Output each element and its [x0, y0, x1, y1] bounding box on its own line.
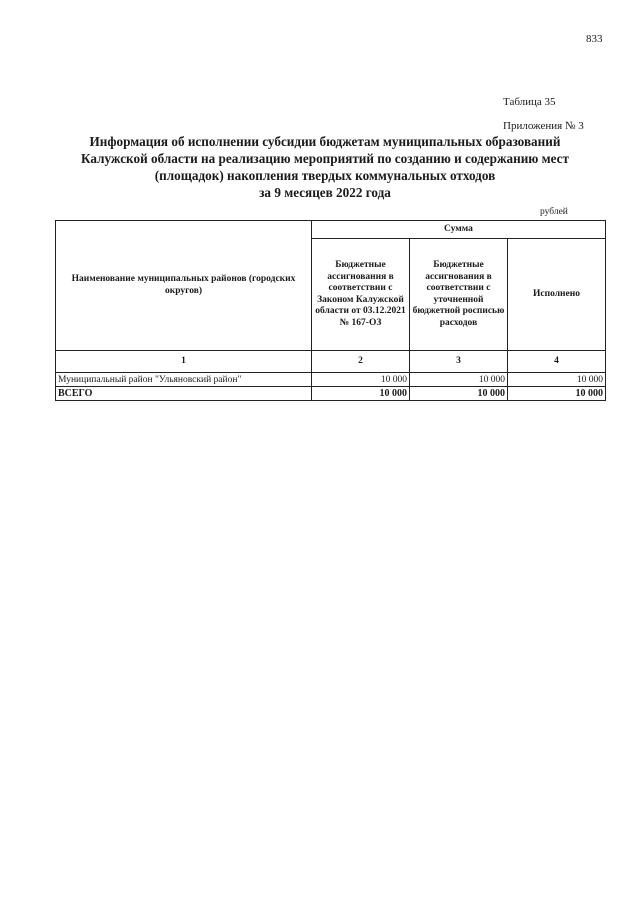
column-number-4: 4: [508, 351, 606, 373]
header-law-allocation: Бюджетные ассигнования в соответствии с Законом Калужской области от 03.12.2021 № 167-ОЗ: [312, 239, 410, 351]
document-title: [60, 133, 590, 201]
column-number-1: 1: [56, 351, 312, 373]
total-executed: 10 000: [508, 387, 606, 401]
header-municipality-name: Наименование муниципальных районов (городских округов): [56, 221, 312, 351]
row-law-allocation: 10 000: [312, 373, 410, 387]
row-executed: 10 000: [508, 373, 606, 387]
row-municipality-name: Муниципальный район "Ульяновский район": [56, 373, 312, 387]
units-label: рублей: [540, 207, 568, 217]
table-caption: Таблица 35: [503, 96, 556, 108]
total-label: ВСЕГО: [56, 387, 312, 401]
row-refined-allocation: 10 000: [410, 373, 508, 387]
title-line-3: (площадок) накопления твердых коммунальных отходов: [154, 168, 496, 183]
total-refined-allocation: 10 000: [410, 387, 508, 401]
page-number: 833: [586, 33, 603, 45]
column-number-3: 3: [410, 351, 508, 373]
total-law-allocation: 10 000: [312, 387, 410, 401]
subsidy-table: [55, 220, 606, 401]
header-executed: Исполнено: [508, 239, 606, 351]
header-refined-allocation: Бюджетные ассигнования в соответствии с уточненной бюджетной росписью расходов: [410, 239, 508, 351]
total-row: [56, 387, 606, 401]
title-line-1: Информация об исполнении субсидии бюджетам муниципальных образований: [89, 134, 561, 149]
appendix-caption: Приложения № 3: [503, 120, 584, 132]
title-line-4: за 9 месяцев 2022 года: [259, 185, 391, 200]
table-row: [56, 373, 606, 387]
column-number-2: 2: [312, 351, 410, 373]
title-line-2: Калужской области на реализацию мероприятий по созданию и содержанию мест: [80, 151, 570, 166]
header-sum-group: Сумма: [312, 221, 606, 239]
